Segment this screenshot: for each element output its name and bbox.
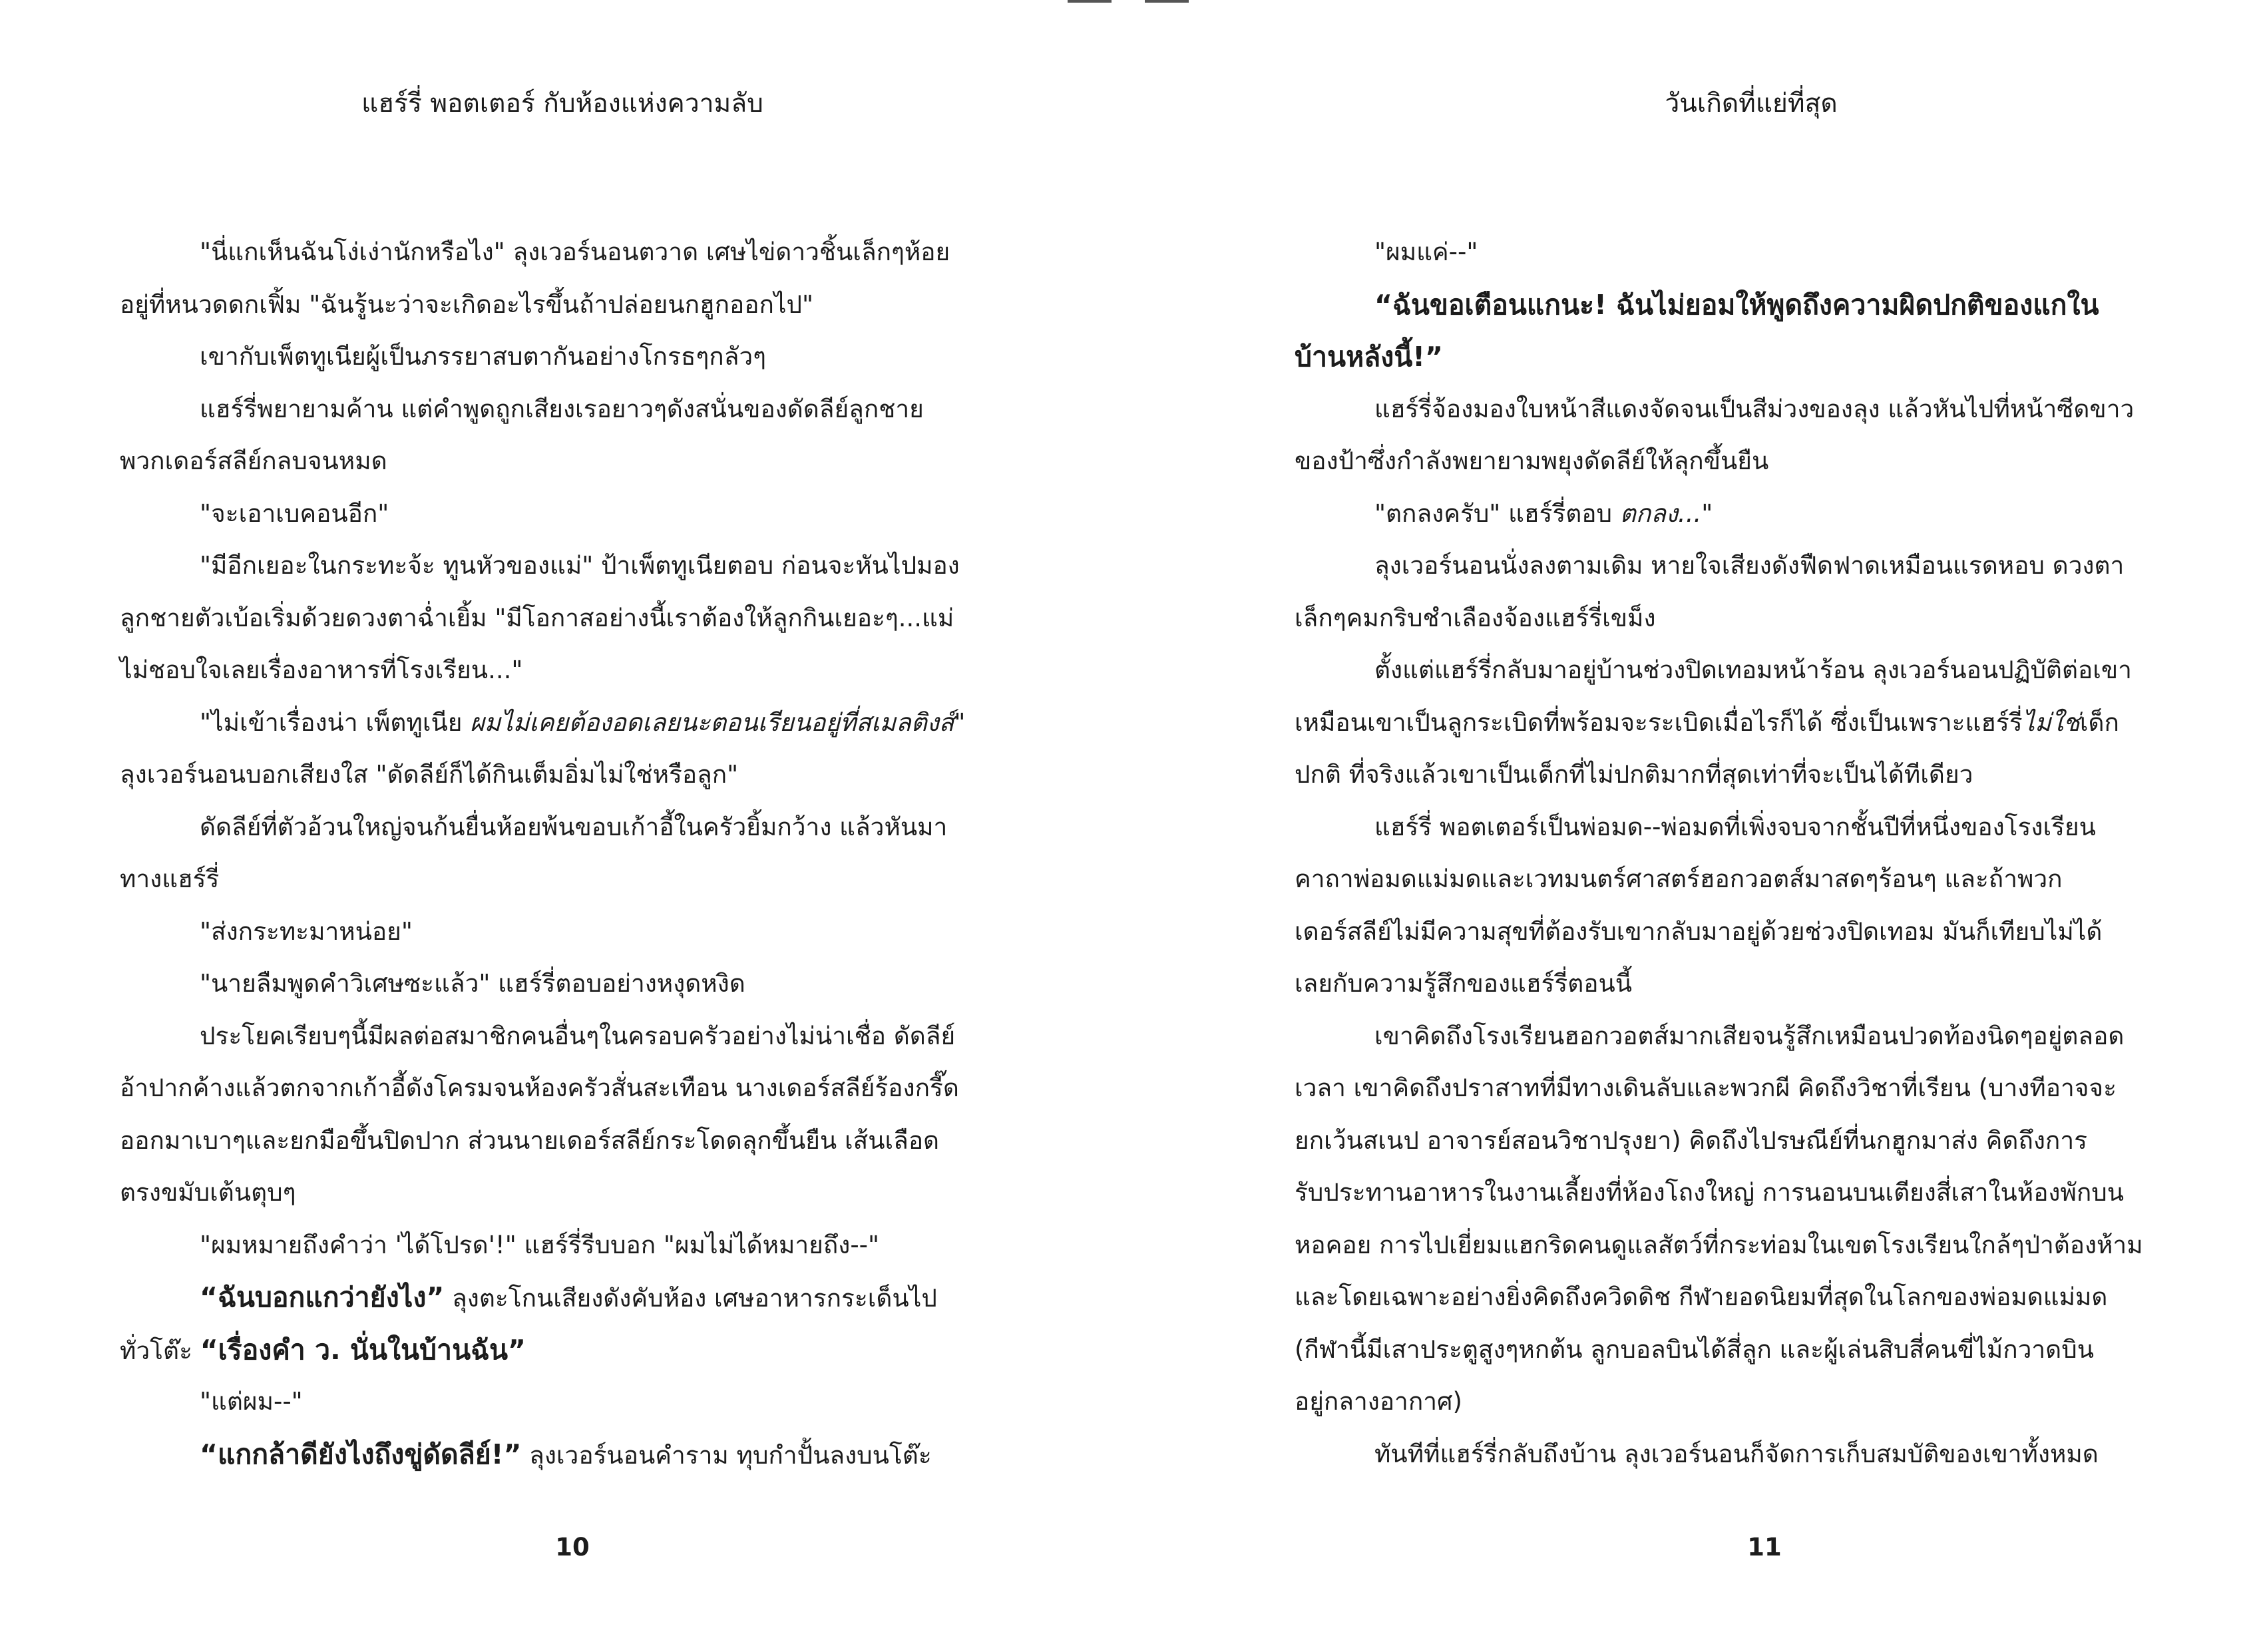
text-line: ลุงเวอร์นอนบอกเสียงใส "ดัดลีย์ก็ได้กินเต็มอิ่มไม่ใช่หรือลูก" (120, 760, 739, 789)
text-line: "ส่งกระทะมาหน่อย" (200, 917, 413, 946)
text-line: หอคอย การไปเยี่ยมแฮกริดคนดูแลสัตว์ที่กระท่อมในเขตโรงเรียนใกล้ๆป่าต้องห้าม (1295, 1230, 2143, 1259)
text-line: ออกมาเบาๆและยกมือขึ้นปิดปาก ส่วนนายเดอร์สลีย์กระโดดลุกขึ้นยืน เส้นเลือด (120, 1126, 940, 1155)
text-line: "จะเอาเบคอนอีก" (200, 499, 389, 528)
text-line: ปกติ ที่จริงแล้วเขาเป็นเด็กที่ไม่ปกติมากที่สุดเท่าที่จะเป็นได้ทีเดียว (1295, 760, 1973, 789)
text-line: รับประทานอาหารในงานเลี้ยงที่ห้องโถงใหญ่ การนอนบนเตียงสี่เสาในห้องพักบน (1295, 1178, 2125, 1207)
text-run: เด็ก (2079, 708, 2119, 737)
text-line: คาถาพ่อมดแม่มดและเวทมนตร์ศาสตร์ฮอกวอตส์มาสดๆร้อนๆ และถ้าพวก (1295, 865, 2063, 893)
text-line: แฮร์รี่พยายามค้าน แต่คำพูดถูกเสียงเรอยาวๆดังสนั่นของดัดลีย์ลูกชาย (200, 394, 924, 423)
top-crop-mark (1068, 0, 1112, 3)
text-line: ลูกชายตัวเบ้อเริ่มด้วยดวงตาฉ่ำเยิ้ม "มีโอกาสอย่างนี้เราต้องให้ลูกกินเยอะๆ...แม่ (120, 603, 954, 632)
text-line: เขาคิดถึงโรงเรียนฮอกวอตส์มากเสียจนรู้สึกเหมือนปวดท้องนิดๆอยู่ตลอด (1374, 1021, 2125, 1050)
text-run: ทั่วโต๊ะ (120, 1336, 200, 1365)
text-line: อยู่ที่หนวดดกเฟิ้ม "ฉันรู้นะว่าจะเกิดอะไรขึ้นถ้าปล่อยนกฮูกออกไป" (120, 290, 813, 319)
left-page (120, 0, 978, 1652)
text-line: "นี่แกเห็นฉันโง่เง่านักหรือไง" ลุงเวอร์นอนตวาด เศษไข่ดาวชิ้นเล็กๆห้อย (200, 238, 950, 266)
bold-text-run: “เรื่องคำ ว. นั่นในบ้านฉัน” (200, 1333, 526, 1366)
right-page (1295, 0, 2154, 1652)
italic-text-run: ตกลง..." (1619, 499, 1713, 528)
text-run: "ตกลงครับ" แฮร์รี่ตอบ (1374, 499, 1620, 528)
body-text (1295, 226, 2154, 1480)
text-run: ลุงเวอร์นอนคำราม ทุบกำปั้นลงบนโต๊ะ (521, 1440, 932, 1470)
text-line: เดอร์สลีย์ไม่มีความสุขที่ต้องรับเขากลับมาอยู่ด้วยช่วงปิดเทอม มันก็เทียบไม่ได้ (1295, 917, 2103, 946)
page-number: 11 (1747, 1533, 1782, 1561)
text-line: ทางแฮร์รี่ (120, 865, 220, 893)
text-line: บ้านหลังนี้!” (1295, 341, 1443, 373)
text-line: เวลา เขาคิดถึงปราสาทที่มีทางเดินลับและพวกผี คิดถึงวิชาที่เรียน (บางทีอาจจะ (1295, 1074, 2117, 1102)
bold-text-run: “แกกล้าดียังไงถึงขู่ดัดลีย์!” (200, 1438, 522, 1470)
text-line (120, 1428, 978, 1481)
text-line: ลุงเวอร์นอนนั่งลงตามเดิม หายใจเสียงดังฟืดฟาดเหมือนแรดหอบ ดวงตา (1374, 551, 2125, 580)
text-line: "มีอีกเยอะในกระทะจ้ะ ทูนหัวของแม่" ป้าเพ็ตทูเนียตอบ ก่อนจะหันไปมอง (200, 551, 960, 580)
text-line: เขากับเพ็ตทูเนียผู้เป็นภรรยาสบตากันอย่างโกรธๆกลัวๆ (200, 342, 767, 371)
text-line (1295, 488, 2154, 540)
running-head: วันเกิดที่แย่ที่สุด (1665, 89, 1838, 118)
body-text (120, 226, 978, 1480)
italic-text-run: ผมไม่เคยต้องอดเลยนะตอนเรียนอยู่ที่สเมลติงส์" (470, 708, 966, 737)
text-line (120, 697, 978, 749)
running-head: แฮร์รี่ พอตเตอร์ กับห้องแห่งความลับ (361, 89, 763, 118)
text-line (1295, 697, 2154, 749)
text-line: "ผมแค่--" (1374, 238, 1478, 266)
text-run: เหมือนเขาเป็นลูกระเบิดที่พร้อมจะระเบิดเมื่อไรก็ได้ ซึ่งเป็นเพราะแฮร์รี่ (1295, 708, 2023, 737)
text-line: แฮร์รี่จ้องมองใบหน้าสีแดงจัดจนเป็นสีม่วงของลุง แล้วหันไปที่หน้าซีดขาว (1374, 394, 2135, 423)
top-crop-mark (1145, 0, 1189, 3)
text-line: ดัดลีย์ที่ตัวอ้วนใหญ่จนก้นยื่นห้อยพ้นขอบเก้าอี้ในครัวยิ้มกว้าง แล้วหันมา (200, 812, 948, 841)
text-line: อ้าปากค้างแล้วตกจากเก้าอี้ดังโครมจนห้องครัวสั่นสะเทือน นางเดอร์สลีย์ร้องกรี๊ด (120, 1074, 959, 1102)
text-line: แฮร์รี่ พอตเตอร์เป็นพ่อมด--พ่อมดที่เพิ่งจบจากชั้นปีที่หนึ่งของโรงเรียน (1374, 812, 2096, 841)
page-number: 10 (555, 1533, 590, 1561)
text-line (120, 1324, 978, 1376)
text-line: "แต่ผม--" (200, 1387, 303, 1416)
text-line: ตั้งแต่แฮร์รี่กลับมาอยู่บ้านช่วงปิดเทอมหน้าร้อน ลุงเวอร์นอนปฏิบัติต่อเขา (1374, 656, 2132, 684)
text-line: "ผมหมายถึงคำว่า 'ได้โปรด'!" แฮร์รี่รีบบอก "ผมไม่ได้หมายถึง--" (200, 1230, 880, 1259)
text-line: และโดยเฉพาะอย่างยิ่งคิดถึงควิดดิช กีฬายอดนิยมที่สุดในโลกของพ่อมดแม่มด (1295, 1283, 2108, 1311)
text-line: อยู่กลางอากาศ) (1295, 1387, 1462, 1416)
text-line: เล็กๆคมกริบชำเลืองจ้องแฮร์รี่เขม็ง (1295, 603, 1656, 632)
text-line (120, 1271, 978, 1324)
text-line: (กีฬานี้มีเสาประตูสูงๆหกต้น ลูกบอลบินได้สี่ลูก และผู้เล่นสิบสี่คนขี่ไม้กวาดบิน (1295, 1335, 2094, 1364)
text-run: ลุงตะโกนเสียงดังคับห้อง เศษอาหารกระเด็นไป (444, 1284, 937, 1313)
text-line: ยกเว้นสเนป อาจารย์สอนวิชาปรุงยา) คิดถึงไปรษณีย์ที่นกฮูกมาส่ง คิดถึงการ (1295, 1126, 2087, 1155)
text-line: ไม่ชอบใจเลยเรื่องอาหารที่โรงเรียน..." (120, 656, 523, 684)
text-line: พวกเดอร์สลีย์กลบจนหมด (120, 447, 387, 475)
text-line: ประโยคเรียบๆนี้มีผลต่อสมาชิกคนอื่นๆในครอบครัวอย่างไม่น่าเชื่อ ดัดลีย์ (200, 1021, 956, 1050)
text-line: ตรงขมับเต้นตุบๆ (120, 1178, 296, 1207)
text-run: "ไม่เข้าเรื่องน่า เพ็ตทูเนีย (200, 708, 471, 737)
text-line: ของป้าซึ่งกำลังพยายามพยุงดัดลีย์ให้ลุกขึ้นยืน (1295, 447, 1769, 475)
text-line: เลยกับความรู้สึกของแฮร์รี่ตอนนี้ (1295, 969, 1633, 998)
italic-text-run: ไม่ใช่ (2022, 708, 2080, 737)
bold-text-run: “ฉันบอกแกว่ายังไง” (200, 1281, 445, 1313)
text-line: "นายลืมพูดคำวิเศษซะแล้ว" แฮร์รี่ตอบอย่างหงุดหงิด (200, 969, 745, 998)
text-line: “ฉันขอเตือนแกนะ! ฉันไม่ยอมให้พูดถึงความผิดปกติของแกใน (1374, 288, 2099, 321)
text-line: ทันทีที่แฮร์รี่กลับถึงบ้าน ลุงเวอร์นอนก็จัดการเก็บสมบัติของเขาทั้งหมด (1374, 1439, 2099, 1468)
